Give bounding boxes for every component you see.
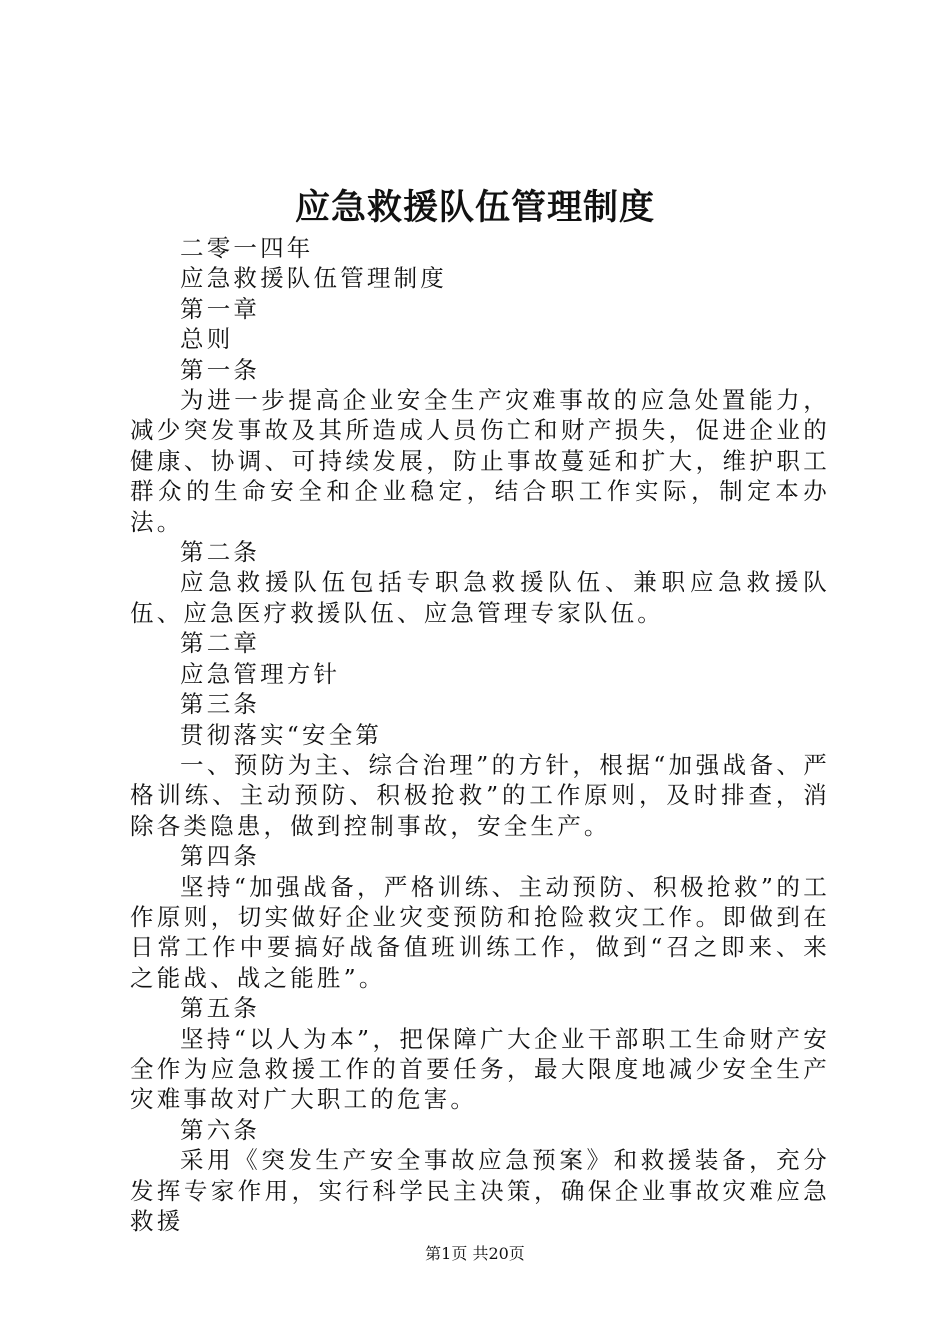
paragraph: 坚持“加强战备，严格训练、主动预防、积极抢救”的工作原则，切实做好企业灾变预防和抢险救灾工作。即做到在日常工作中要搞好战备值班训练工作，做到“召之即来、来之能战、战之能胜”。 <box>130 872 830 992</box>
article-heading: 第四条 <box>180 842 261 871</box>
paragraph: 应急救援队伍包括专职急救援队伍、兼职应急救援队伍、应急医疗救援队伍、应急管理专家队伍。 <box>130 568 830 627</box>
document-body <box>130 233 830 1236</box>
article-heading: 第二条 <box>180 538 261 567</box>
paragraph: 贯彻落实“安全第 <box>180 720 383 749</box>
article-heading: 第三条 <box>180 690 261 719</box>
chapter-title: 总则 <box>180 325 234 354</box>
paragraph: 坚持“以人为本”，把保障广大企业干部职工生命财产安全作为应急救援工作的首要任务，最大限度地减少安全生产灾难事故对广大职工的危害。 <box>130 1024 830 1114</box>
paragraph: 采用《突发生产安全事故应急预案》和救援装备，充分发挥专家作用，实行科学民主决策，确保企业事故灾难应急救援 <box>130 1146 830 1235</box>
paragraph: 一、预防为主、综合治理”的方针，根据“加强战备、严格训练、主动预防、积极抢救”的工作原则，及时排查，消除各类隐患，做到控制事故，安全生产。 <box>130 750 830 840</box>
article-heading: 第五条 <box>180 994 261 1023</box>
paragraph: 二零一四年 <box>180 234 314 262</box>
article-heading: 第一条 <box>180 355 261 384</box>
page-footer: 第1页 共20页 <box>425 1244 525 1263</box>
chapter-title: 应急管理方针 <box>180 659 341 688</box>
chapter-heading: 第一章 <box>180 294 261 323</box>
chapter-heading: 第二章 <box>180 629 261 658</box>
paragraph: 应急救援队伍管理制度 <box>180 264 447 293</box>
paragraph: 为进一步提高企业安全生产灾难事故的应急处置能力，减少突发事故及其所造成人员伤亡和财产损失，促进企业的健康、协调、可持续发展，防止事故蔓延和扩大，维护职工群众的生命安全和企业稳定，结合职工作实际，制定本办法。 <box>130 386 830 536</box>
document-title: 应急救援队伍管理制度 <box>294 188 655 228</box>
article-heading: 第六条 <box>180 1115 261 1144</box>
